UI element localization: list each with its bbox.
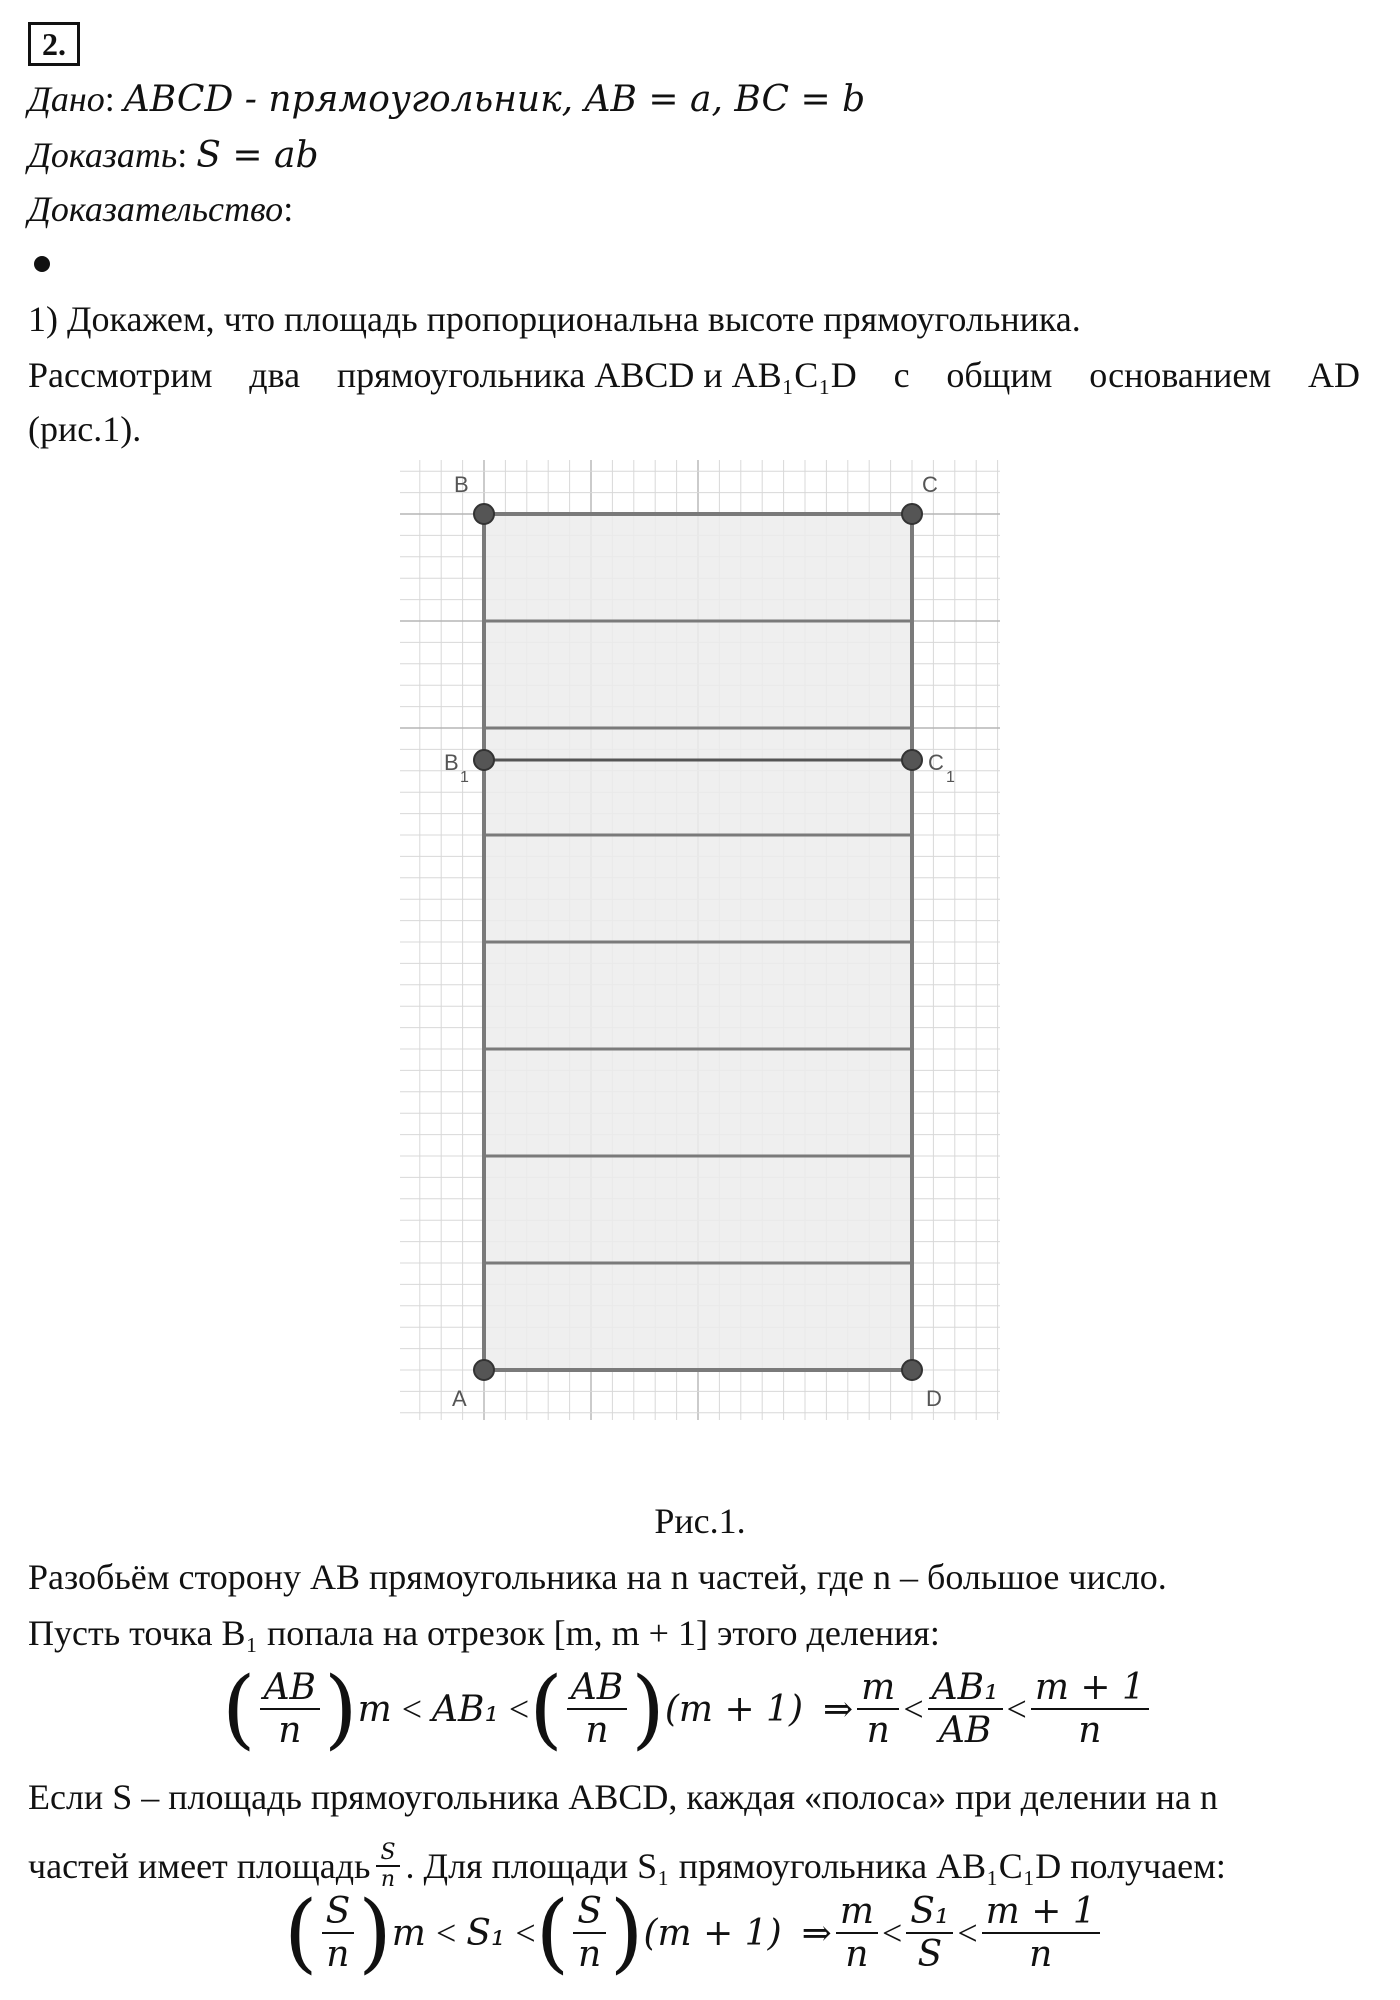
fraction: $\frac{m + 1}{n}$ bbox=[982, 1891, 1100, 1976]
consider-word: основанием bbox=[1089, 355, 1272, 395]
paren-close: ) bbox=[324, 1659, 358, 1759]
label-d: D bbox=[926, 1386, 942, 1411]
fraction: $\frac{\text{S₁}}{S}$ bbox=[906, 1891, 953, 1976]
formula-term: m bbox=[357, 1688, 392, 1730]
formula-op: < bbox=[957, 1913, 978, 1953]
para1: Разобьём сторону AB прямоугольника на n частей, где n – большое число. bbox=[28, 1557, 1167, 1597]
given-text: ABCD - прямоугольник, AB = a, BC = b bbox=[123, 79, 866, 120]
consider-line2: (рис.1). bbox=[28, 409, 142, 449]
formula-term: m bbox=[391, 1912, 426, 1954]
paren-close: ) bbox=[631, 1659, 665, 1759]
formula-term: S₁ bbox=[466, 1912, 506, 1954]
formula-term: (m + 1) bbox=[643, 1912, 782, 1954]
proof-line: Доказательство: bbox=[28, 189, 294, 229]
label-b: B bbox=[454, 472, 469, 497]
label-c: C bbox=[922, 472, 938, 497]
fraction-small: $\frac{S}{n}$ bbox=[376, 1840, 399, 1893]
bullet-icon bbox=[34, 256, 50, 272]
consider-line bbox=[28, 354, 1360, 396]
formula-op: < bbox=[515, 1913, 536, 1953]
fraction: $\frac{\text{AB₁}}{AB}$ bbox=[928, 1667, 1003, 1752]
fraction: $\frac{m}{n}$ bbox=[857, 1667, 899, 1752]
prove-text: S = ab bbox=[196, 135, 319, 176]
paren-close: ) bbox=[609, 1883, 644, 1983]
para4-before: частей имеет площадь bbox=[28, 1846, 371, 1887]
formula-term: (m + 1) bbox=[664, 1688, 803, 1730]
point-c bbox=[902, 504, 922, 524]
label-c1: C bbox=[928, 750, 944, 775]
para2: Пусть точка B₁ попала на отрезок [m, m + 1] этого деления: bbox=[28, 1613, 940, 1653]
fraction: $\frac{S}{n}$ bbox=[322, 1891, 355, 1976]
formula-term: AB₁ bbox=[432, 1688, 499, 1730]
given-label: Дано bbox=[28, 79, 105, 119]
para4-after: . Для площади S₁ прямоугольника AB₁C₁D получаем: bbox=[405, 1846, 1226, 1887]
implies-symbol: ⇒ bbox=[801, 1913, 832, 1953]
formula-2 bbox=[284, 1883, 1104, 1983]
paren-open: ( bbox=[222, 1659, 256, 1759]
point-a bbox=[474, 1360, 494, 1380]
point-c1 bbox=[902, 750, 922, 770]
point-b bbox=[474, 504, 494, 524]
consider-word: с bbox=[893, 355, 910, 395]
fraction: $\frac{AB}{n}$ bbox=[260, 1667, 320, 1752]
paren-close: ) bbox=[358, 1883, 392, 1983]
prove-line: Доказать: S = ab bbox=[28, 135, 319, 176]
implies-symbol: ⇒ bbox=[823, 1689, 854, 1729]
formula-op: < bbox=[903, 1689, 924, 1729]
point-b1 bbox=[474, 750, 494, 770]
point-d bbox=[902, 1360, 922, 1380]
label-c1-sub: 1 bbox=[946, 769, 955, 786]
formula-1 bbox=[222, 1659, 1153, 1759]
consider-word: AD bbox=[1307, 355, 1360, 395]
rectangle-figure bbox=[400, 460, 1000, 1440]
formula-op: < bbox=[1006, 1689, 1027, 1729]
fraction: $\frac{AB}{n}$ bbox=[567, 1667, 627, 1752]
problem-number: 2. bbox=[28, 22, 80, 66]
formula-op: < bbox=[435, 1913, 457, 1953]
fraction: $\frac{m + 1}{n}$ bbox=[1031, 1667, 1149, 1752]
consider-word: общим bbox=[946, 355, 1053, 395]
formula-op: < bbox=[401, 1689, 423, 1729]
proof-label: Доказательство bbox=[28, 189, 284, 229]
consider-word: Рассмотрим bbox=[28, 355, 213, 395]
label-a: A bbox=[452, 1386, 467, 1411]
given-line: Дано: ABCD - прямоугольник, AB = a, BC = b bbox=[28, 79, 866, 120]
figure-caption: Рис.1. bbox=[654, 1501, 746, 1541]
prove-label: Доказать bbox=[28, 135, 178, 175]
label-b1-sub: 1 bbox=[460, 769, 469, 786]
consider-word: два bbox=[249, 355, 301, 395]
paren-open: ( bbox=[535, 1883, 570, 1983]
label-b1: B bbox=[444, 750, 459, 775]
fraction: $\frac{S}{n}$ bbox=[573, 1891, 606, 1976]
step1-text: 1) Докажем, что площадь пропорциональна высоте прямоугольника. bbox=[28, 299, 1081, 339]
formula-op: < bbox=[881, 1913, 903, 1953]
paren-open: ( bbox=[529, 1659, 563, 1759]
formula-op: < bbox=[508, 1689, 530, 1729]
fraction: $\frac{m}{n}$ bbox=[836, 1891, 878, 1976]
para3: Если S – площадь прямоугольника ABCD, каждая «полоса» при делении на n bbox=[28, 1777, 1218, 1817]
consider-word: прямоугольника ABCD и AB₁C₁D bbox=[336, 355, 857, 395]
paren-open: ( bbox=[284, 1883, 318, 1983]
